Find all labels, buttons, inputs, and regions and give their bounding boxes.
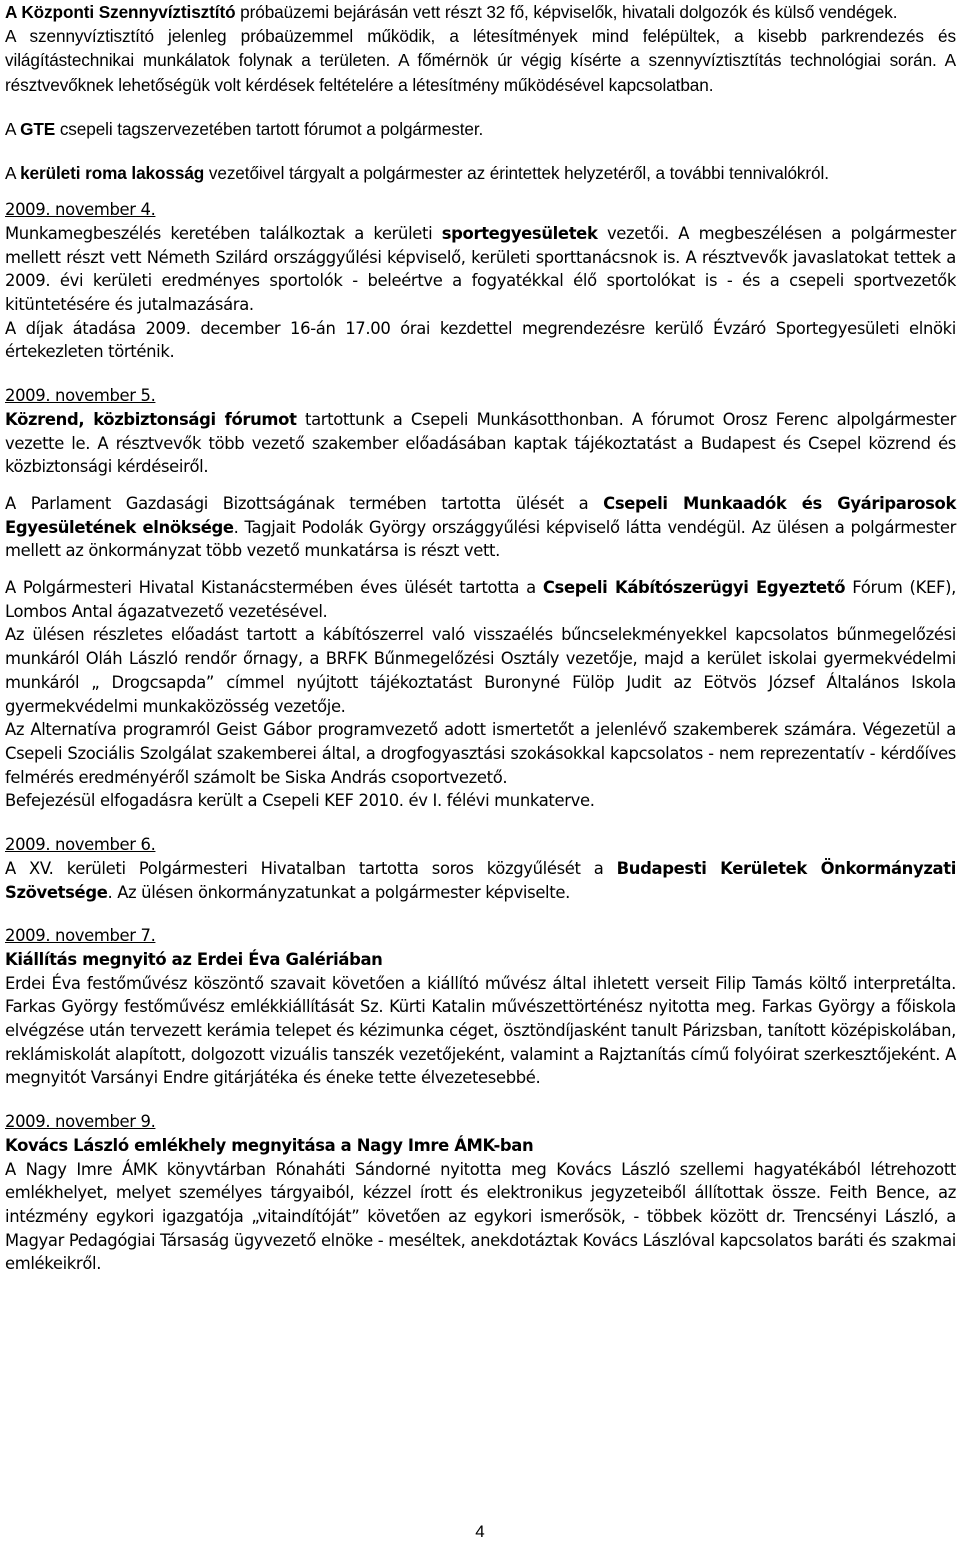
paragraph-alternativa: Az Alternatíva programról Geist Gábor programvezető adott ismertetőt a jelenlévő szakemberek számára. Végezetül a Csepeli Szociális Szolgálat szakemberei által, a drogfogyasztási szokásokkal kapcsolatos - nem reprezentatív - kérdőíves felmérés eredményéről számolt be Siska András csoportvezető. [5, 720, 956, 787]
bold-text: A Központi Szennyvíztisztító [5, 2, 236, 22]
section-nov5 [5, 384, 956, 813]
paragraph-gte: A GTE csepeli tagszervezetében tartott fórumot a polgármester. [5, 118, 484, 139]
date-heading: 2009. november 6. [5, 835, 156, 855]
section-nov6 [5, 833, 956, 904]
section-title: Kiállítás megnyitó az Erdei Éva Galériában [5, 949, 383, 969]
page-number: 4 [475, 1522, 485, 1541]
paragraph-parlament: A Parlament Gazdasági Bizottságának termében tartotta ülését a Csepeli Munkaadók és Gyáriparosok Egyesületének elnöksége. Tagjait Podolák György országgyűlési képviselő látta vendégül. Az ülésen a polgármester mellett az önkormányzat több vezető munkatársa is részt vett. [5, 493, 956, 561]
bold-text: Csepeli Munkaadók és Gyáriparosok Egyesületének elnöksége [5, 493, 956, 537]
paragraph-kef: A Polgármesteri Hivatal Kistanácstermében éves ülését tartotta a Csepeli Kábítószerügyi Egyeztető Fórum (KEF), Lombos Antal ágazatvezető vezetésével. [5, 578, 956, 621]
paragraph-kozrend: Közrend, közbiztonsági fórumot tartottunk a Csepeli Munkásotthonban. A fórumot Orosz Ferenc alpolgármester vezette le. A résztvevők több vezető szakember előadásában kaptak tájékoztatást a Budapest és Csepel közrend és közbiztonsági kérdéseiről. [5, 409, 956, 477]
paragraph-dijak: A díjak átadása 2009. december 16-án 17.00 órai kezdettel megrendezésre kerülő Évzáró Sportegyesületi elnöki értekezleten történik. [5, 318, 956, 362]
paragraph-eloadas: Az ülésen részletes előadást tartott a kábítószerrel való visszaélés bűncselekményekkel kapcsolatos bűnmegelőzési munkáról Oláh László rendőr őrnagy, a BRFK Bűnmegelőzési Osztály vezetője, majd a kerület iskolai gyermekvédelmi munkáról „ Drogcsapda” címmel nyújtott tájékoztatást Buronyné Fülöp Judit az Eötvös József Általános Iskola gyermekvédelmi munkaközösség vezetője. [5, 625, 956, 716]
paragraph-roma: A kerületi roma lakosság vezetőivel tárgyalt a polgármester az érintettek helyzetéről, a további tennivalókról. [5, 163, 829, 184]
bold-text: sportegyesületek [441, 223, 598, 243]
paragraph-sport: Munkamegbeszélés keretében találkoztak a kerületi sportegyesületek vezetői. A megbeszélésen a polgármester mellett részt vett Németh Szilárd országgyűlési képviselő, kerületi sporttanácsnok is. A résztvevők javaslatokat tettek a 2009. évi kerületi eredményes sportolók - beleértve a fogyatékkal élő sportolókat is - és a csepeli sportvezetők kitüntetésére és jutalmazására. [5, 223, 956, 315]
date-heading: 2009. november 4. [5, 200, 156, 220]
document-body [5, 0, 956, 1276]
section-title: Kovács László emlékhely megnyitása a Nagy Imre ÁMK-ban [5, 1135, 534, 1155]
bold-text: Közrend, közbiztonsági fórumot [5, 409, 297, 429]
date-heading: 2009. november 9. [5, 1112, 156, 1132]
paragraph-kiallitas: Erdei Éva festőművész köszöntő szavait követően a kiállító művész által ihletett verseit Filip Tamás költő interpretálta. Farkas György festőművész emlékkiállítását Sz. Kürti Katalin művészettörténész nyitotta meg. Farkas György a főiskola elvégzése után tervezett kerámia telepet és kézimunka céget, ösztöndíjasként tanult Párizsban, tanított középiskolában, reklámiskolát alapított, dolgozott vizuális tanszék vezetőjeként, valamint a Rajztanítás című folyóirat szerkesztőjeként. A megnyitót Varsányi Endre gitárjátéka és éneke tette élvezetesebbé. [5, 973, 956, 1088]
section-nov4 [5, 198, 956, 364]
section-nov9 [5, 1110, 956, 1276]
section-nov7 [5, 924, 956, 1090]
date-heading: 2009. november 7. [5, 926, 156, 946]
paragraph-szennyviztisztito: A Központi Szennyvíztisztító próbaüzemi bejárásán vett részt 32 fő, képviselők, hivatali dolgozók és külső vendégek. A szennyvíztisztító jelenleg próbaüzemmel működik, a létesítmények mind felépültek, a kisebb parkrendezés és világítástechnikai munkálatok folynak a területen. A főmérnök úr végig kísérte a szennyvíztisztítás technológiai során. A résztvevőknek lehetőségük volt kérdések feltételére a létesítmény működésével kapcsolatban. [5, 2, 956, 95]
date-heading: 2009. november 5. [5, 386, 156, 406]
bold-text: GTE [20, 118, 56, 139]
bold-text: kerületi roma lakosság [20, 163, 205, 184]
paragraph-befejezes: Befejezésül elfogadásra került a Csepeli KEF 2010. év I. félévi munkaterve. [5, 791, 595, 811]
paragraph-szovetseg: A XV. kerületi Polgármesteri Hivatalban tartotta soros közgyűlését a Budapesti Kerületek Önkormányzati Szövetsége. Az ülésen önkormányzatunkat a polgármester képviselte. [5, 858, 956, 902]
bold-text: Csepeli Kábítószerügyi Egyeztető [542, 578, 846, 598]
paragraph-emlekhely: A Nagy Imre ÁMK könyvtárban Rónaháti Sándorné nyitotta meg Kovács László szellemi hagyatékából létrehozott emlékhelyet, melyet személyes tárgyaiból, kézzel írott és elektronikus jegyzeteiből állítottak össze. Feith Bence, az intézmény egykori igazgatója „vitaindítóját” követően az egykori ismerősök, - többek között dr. Trencsényi László, a Magyar Pedagógiai Társaság ügyvezető elnöke - meséltek, anekdotáztak Kovács Lászlóval kapcsolatos baráti és szakmai emlékeikről. [5, 1159, 956, 1274]
bold-text: Budapesti Kerületek Önkormányzati Szövetsége [5, 858, 956, 902]
